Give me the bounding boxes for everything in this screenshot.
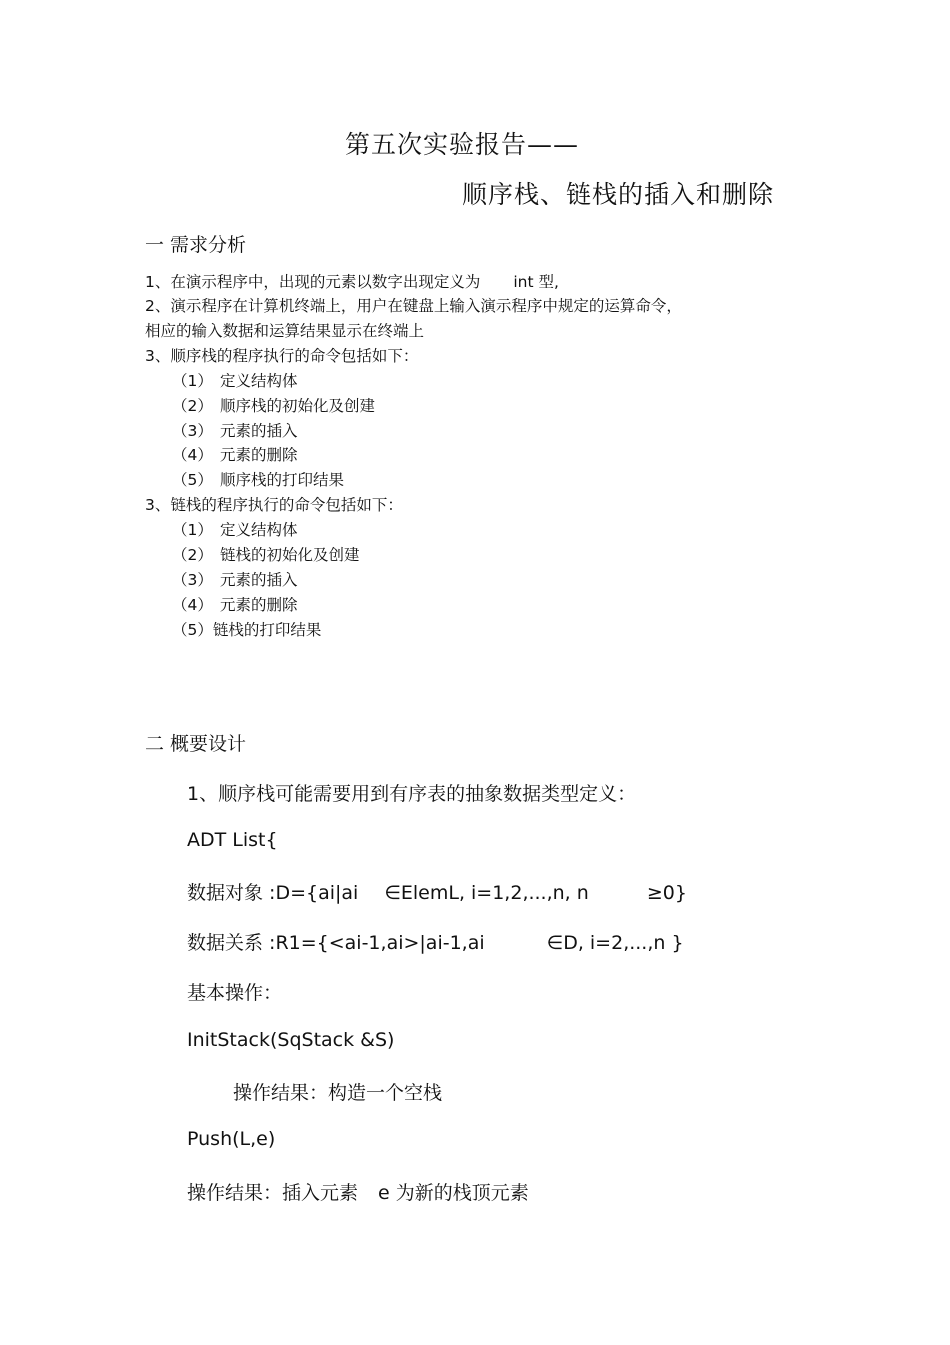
op-initstack-result: 操作结果：构造一个空栈 bbox=[233, 1082, 443, 1104]
list-item: （2） 链栈的初始化及创建 bbox=[172, 546, 360, 564]
list-item: （5） 顺序栈的打印结果 bbox=[172, 471, 345, 489]
list-item: （5）链栈的打印结果 bbox=[172, 621, 322, 639]
op-initstack: InitStack(SqStack &S) bbox=[187, 1029, 395, 1051]
requirement-2-cont: 相应的输入数据和运算结果显示在终端上 bbox=[145, 322, 425, 340]
requirement-1-type: int 型, bbox=[513, 273, 559, 291]
adt-header: ADT List{ bbox=[187, 829, 278, 851]
title-line-2: 顺序栈、链栈的插入和删除 bbox=[462, 180, 775, 209]
requirement-1 bbox=[145, 270, 559, 292]
list-item: （4） 元素的删除 bbox=[172, 596, 298, 614]
list-item: （4） 元素的删除 bbox=[172, 446, 298, 464]
list-item: （2） 顺序栈的初始化及创建 bbox=[172, 397, 376, 415]
requirement-2: 2、演示程序在计算机终端上，用户在键盘上输入演示程序中规定的运算命令， bbox=[145, 297, 682, 315]
title-line-1: 第五次实验报告—— bbox=[345, 130, 580, 159]
section-2-heading: 二 概要设计 bbox=[145, 733, 247, 755]
basic-operations-label: 基本操作： bbox=[187, 982, 283, 1004]
requirement-3: 3、顺序栈的程序执行的命令包括如下： bbox=[145, 347, 419, 365]
requirement-1-text: 1、在演示程序中，出现的元素以数字出现定义为 bbox=[145, 273, 481, 291]
section-1-heading: 一 需求分析 bbox=[145, 234, 247, 256]
list-item: （3） 元素的插入 bbox=[172, 571, 298, 589]
list-item: （3） 元素的插入 bbox=[172, 422, 298, 440]
data-object-line: 数据对象 :D={ai|ai ∈ElemL, i=1,2,...,n, n ≥0} bbox=[187, 882, 687, 904]
list-item: （1） 定义结构体 bbox=[172, 372, 298, 390]
op-push: Push(L,e) bbox=[187, 1128, 276, 1150]
requirement-4: 3、链栈的程序执行的命令包括如下： bbox=[145, 496, 403, 514]
design-intro: 1、顺序栈可能需要用到有序表的抽象数据类型定义： bbox=[187, 783, 637, 805]
data-relation-line: 数据关系 :R1={<ai-1,ai>|ai-1,ai ∈D, i=2,...,n } bbox=[187, 932, 684, 954]
list-item: （1） 定义结构体 bbox=[172, 521, 298, 539]
op-push-result: 操作结果：插入元素 e 为新的栈顶元素 bbox=[187, 1182, 529, 1204]
